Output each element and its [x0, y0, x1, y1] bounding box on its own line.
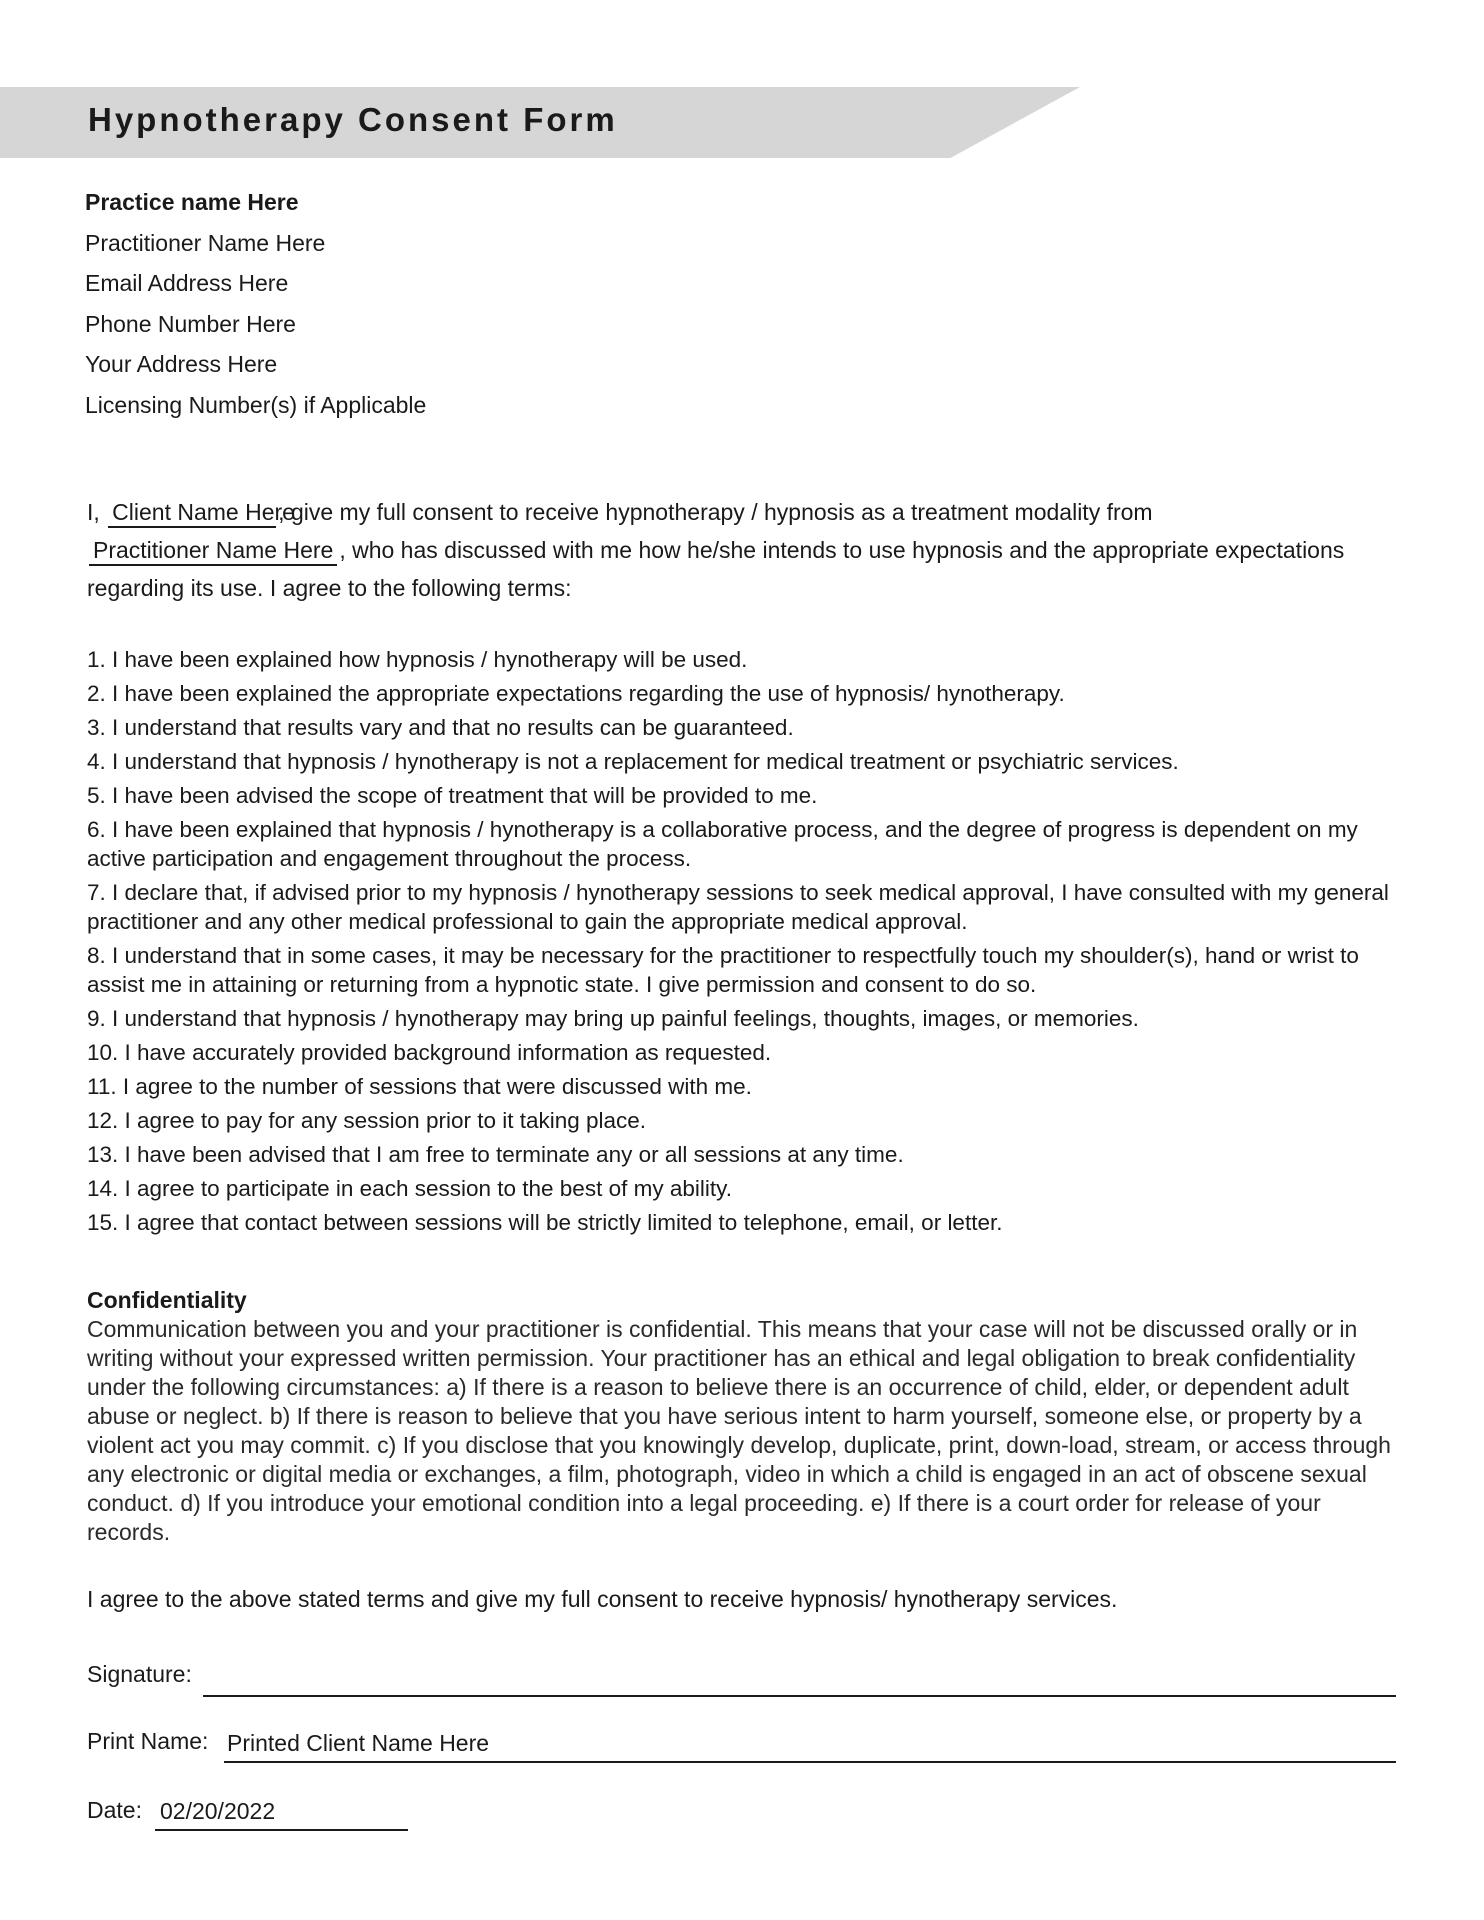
term-item: 15. I agree that contact between sessions will be strictly limited to telephone, email, or letter.	[87, 1210, 1003, 1235]
term-item: 14. I agree to participate in each session to the best of my ability.	[87, 1176, 732, 1201]
date-label: Date:	[87, 1797, 142, 1823]
term-item: 6. I have been explained that hypnosis / hynotherapy is a collaborative process, and the degree of progress is dependent on my active participation and engagement throughout the process.	[87, 817, 1358, 871]
consent-text-1: , give my full consent to receive hypnotherapy / hypnosis as a treatment modality from	[278, 499, 1153, 525]
consent-prefix: I,	[87, 499, 100, 525]
address: Your Address Here	[85, 351, 278, 377]
term-item: 8. I understand that in some cases, it may be necessary for the practitioner to respectfully touch my shoulder(s), hand or wrist to assist me in attaining or returning from a hypnotic state. I give permission and consent to do so.	[87, 943, 1359, 997]
term-item: 2. I have been explained the appropriate expectations regarding the use of hypnosis/ hynotherapy.	[87, 681, 1065, 706]
agreement-statement: I agree to the above stated terms and give my full consent to receive hypnosis/ hynotherapy services.	[87, 1586, 1118, 1612]
term-item: 3. I understand that results vary and that no results can be guaranteed.	[87, 715, 794, 740]
date-underline	[155, 1829, 408, 1831]
signature-label: Signature:	[87, 1661, 192, 1687]
term-item: 9. I understand that hypnosis / hynotherapy may bring up painful feelings, thoughts, images, or memories.	[87, 1006, 1139, 1031]
signature-field[interactable]	[203, 1695, 1396, 1697]
date-field[interactable]: 02/20/2022	[160, 1798, 276, 1824]
page-title: Hypnotherapy Consent Form	[88, 101, 618, 138]
licensing-number: Licensing Number(s) if Applicable	[85, 391, 427, 418]
phone-number: Phone Number Here	[85, 310, 296, 337]
print-name-underline	[224, 1761, 1396, 1763]
client-name-field[interactable]: Client Name Here	[108, 498, 276, 528]
term-item: 13. I have been advised that I am free to terminate any or all sessions at any time.	[87, 1142, 904, 1167]
term-item: 7. I declare that, if advised prior to my hypnosis / hynotherapy sessions to seek medical approval, I have consulted with my general practitioner and any other medical professional to gain the appropriate medical approval.	[87, 880, 1389, 934]
practitioner-name-field[interactable]: Practitioner Name Here	[89, 536, 337, 566]
terms-list	[87, 645, 1397, 1242]
print-name-label: Print Name:	[87, 1728, 209, 1754]
term-item: 5. I have been advised the scope of treatment that will be provided to me.	[87, 783, 818, 808]
term-item: 10. I have accurately provided background information as requested.	[87, 1040, 772, 1065]
practice-name: Practice name Here	[85, 189, 299, 215]
practitioner-name: Practitioner Name Here	[85, 229, 326, 256]
practice-info	[85, 182, 426, 425]
term-item: 4. I understand that hypnosis / hynotherapy is not a replacement for medical treatment or psychiatric services.	[87, 749, 1179, 774]
consent-statement	[87, 493, 1407, 607]
term-item: 11. I agree to the number of sessions that were discussed with me.	[87, 1074, 752, 1099]
term-item: 12. I agree to pay for any session prior to it taking place.	[87, 1108, 647, 1133]
term-item: 1. I have been explained how hypnosis / hynotherapy will be used.	[87, 647, 748, 672]
email-address: Email Address Here	[85, 270, 289, 296]
print-name-field[interactable]: Printed Client Name Here	[227, 1730, 490, 1756]
consent-text-2: , who has discussed with me how he/she intends to use hypnosis and the appropriate expectations	[339, 537, 1345, 563]
confidentiality-heading: Confidentiality	[87, 1287, 247, 1313]
confidentiality-body: Communication between you and your practitioner is confidential. This means that your case will not be discussed orally or in writing without your expressed written permission. Your practitioner has an ethical and legal obligation to break confidentiality under the following circumstances: a) If there is a reason to believe there is an occurrence of child, elder, or dependent adult abuse or neglect. b) If there is reason to believe that you have serious intent to harm yourself, someone else, or property by a violent act you may commit. c) If you disclose that you knowingly develop, duplicate, print, down-load, stream, or access through any electronic or digital media or exchanges, a film, photograph, video in which a child is engaged in an act of obscene sexual conduct. d) If you introduce your emotional condition into a legal proceeding. e) If there is a court order for release of your records.	[87, 1316, 1391, 1545]
consent-text-3: regarding its use. I agree to the following terms:	[87, 575, 572, 601]
